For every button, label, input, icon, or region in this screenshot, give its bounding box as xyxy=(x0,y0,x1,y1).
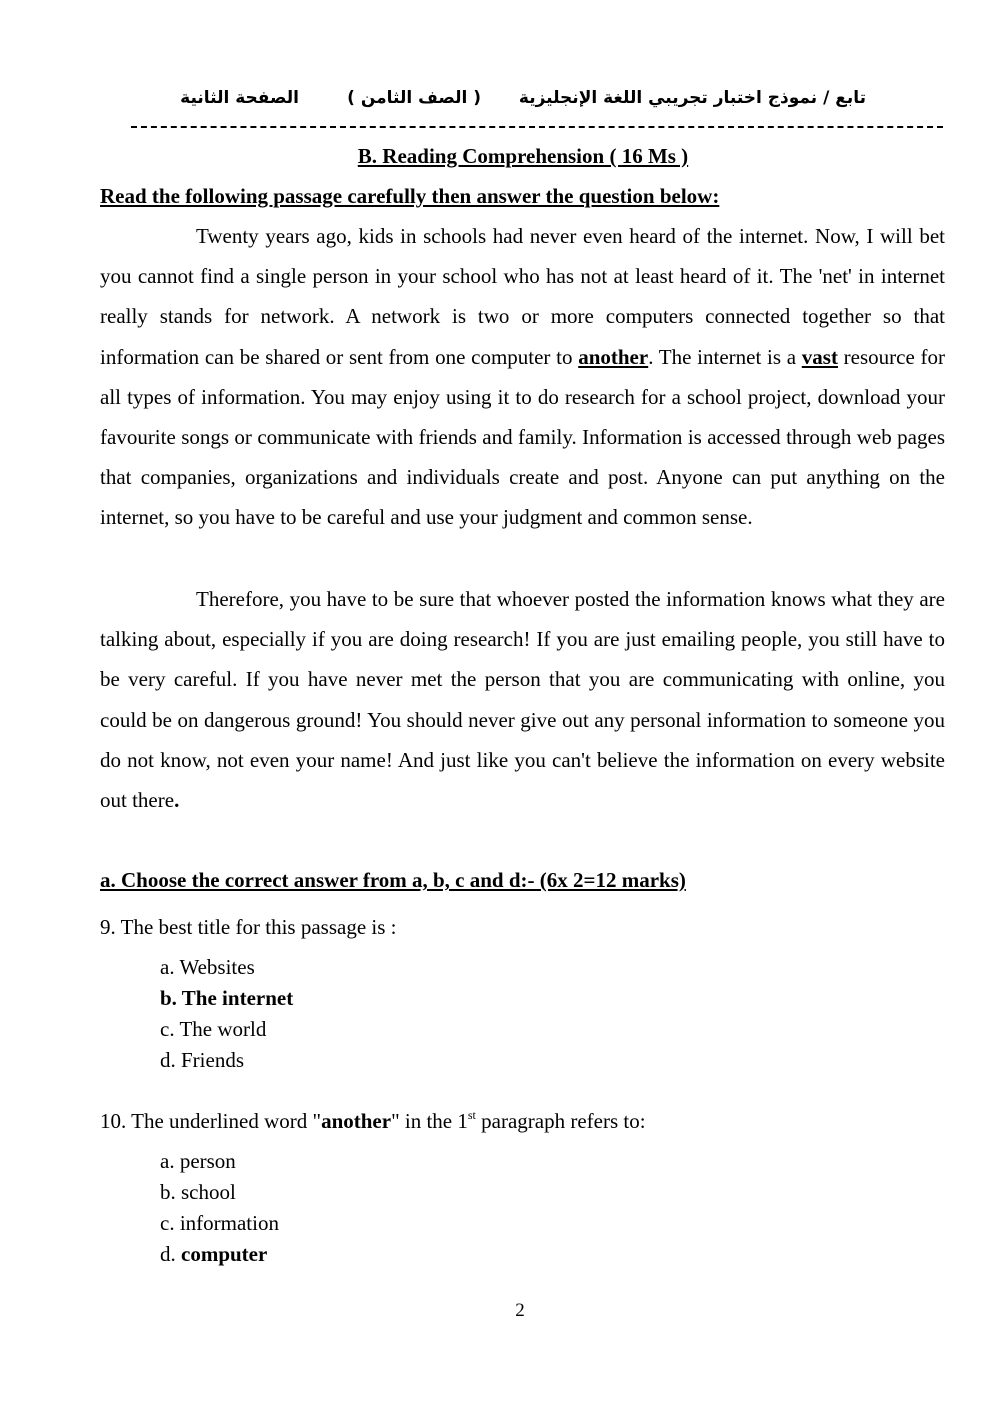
p2-text: Therefore, you have to be sure that whoever posted the information knows what they are talking about, especially if you are doing research! If you are just emailing people, you still have to be very careful. If you have never met the person that you are communicating with online, you could be on dangerous ground! You should never give out any personal information to someone you do not know, not even your name! And just like you can't believe the information on every website out there xyxy=(100,587,945,813)
header-page-label: الصفحة الثانية xyxy=(180,88,299,108)
option-a: a. Websites xyxy=(160,955,255,979)
underlined-word-vast: vast xyxy=(801,344,838,369)
question-10 xyxy=(100,1108,646,1134)
option-d-prefix: d. xyxy=(160,1242,181,1266)
header-divider xyxy=(131,126,943,128)
q10-pre: 10. The underlined word " xyxy=(100,1109,322,1133)
option-d: d. Friends xyxy=(160,1048,244,1072)
page-header xyxy=(100,88,866,118)
question-9-options xyxy=(160,952,293,1076)
q10-word: another xyxy=(321,1109,392,1133)
underlined-word-another: another xyxy=(578,344,649,369)
q10-mid: " in the 1 xyxy=(391,1109,468,1133)
q10-post: paragraph refers to: xyxy=(475,1109,646,1133)
q10-sup: st xyxy=(467,1108,476,1122)
section-a-heading: a. Choose the correct answer from a, b, c and d:- (6x 2=12 marks) xyxy=(100,868,686,892)
page-number: 2 xyxy=(515,1300,525,1321)
p1-text-a: Twenty years ago, kids in schools had never even heard of the internet. Now, I will bet you cannot find a single person in your school who has not at least heard of it. The 'net' in internet really stands for network. A network is two or more computers connected together so that information can be shared or sent from one computer to xyxy=(100,224,945,369)
option-c: c. information xyxy=(160,1211,279,1235)
question-9: 9. The best title for this passage is : xyxy=(100,915,397,939)
option-d-word: computer xyxy=(181,1242,268,1266)
passage-paragraph-2 xyxy=(100,579,945,820)
option-d-answer xyxy=(160,1239,279,1270)
passage-paragraph-1 xyxy=(100,216,945,538)
instruction: Read the following passage carefully then answer the question below: xyxy=(100,184,720,208)
p1-text-b: . The internet is a xyxy=(648,344,802,369)
option-a: a. person xyxy=(160,1149,236,1173)
question-10-options xyxy=(160,1146,279,1270)
option-c: c. The world xyxy=(160,1017,267,1041)
option-b: b. school xyxy=(160,1180,236,1204)
section-title: B. Reading Comprehension ( 16 Ms ) xyxy=(357,144,689,168)
p2-end: . xyxy=(174,788,180,813)
header-grade: ( الصف الثامن ) xyxy=(347,88,481,108)
p1-text-c: resource for all types of information. You may enjoy using it to do research for a school project, download your favourite songs or communicate with friends and family. Information is accessed through web pages that companies, organizations and individuals create and post. Anyone can put anything on the internet, so you have to be careful and use your judgment and common sense. xyxy=(100,344,945,530)
header-title: تابع / نموذج اختبار تجريبي اللغة الإنجليزية xyxy=(518,88,866,108)
option-b-answer: b. The internet xyxy=(160,986,294,1010)
